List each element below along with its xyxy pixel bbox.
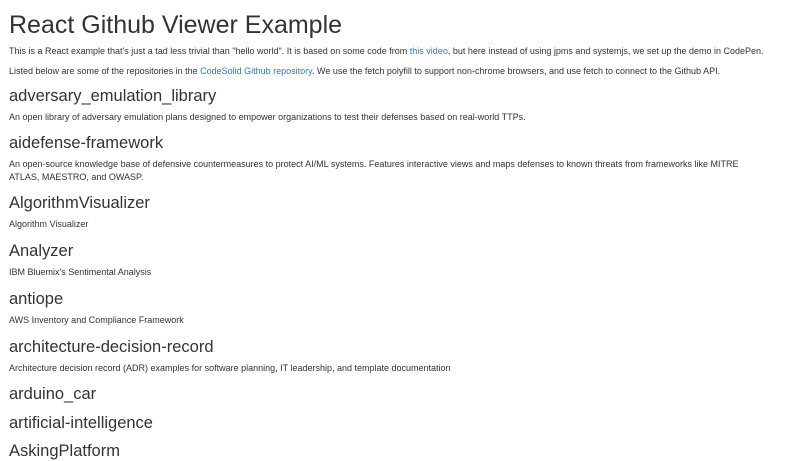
this-video-link[interactable]: this video xyxy=(409,46,448,56)
repo-item xyxy=(9,193,150,231)
repo-item xyxy=(9,337,451,375)
repo-name: AlgorithmVisualizer xyxy=(9,194,150,212)
intro-2-text-before: Listed below are some of the repositories in the xyxy=(9,66,201,76)
repo-name: antiope xyxy=(9,290,64,308)
page-content xyxy=(9,0,791,77)
repo-name: architecture-decision-record xyxy=(9,338,214,356)
page-title: React Github Viewer Example xyxy=(9,11,343,39)
repo-name: artificial-intelligence xyxy=(9,414,153,432)
repo-name: Analyzer xyxy=(9,242,74,260)
repo-item xyxy=(9,289,184,327)
repo-item xyxy=(9,384,96,404)
intro-1-text-before: This is a React example that's just a tad less trivial than "hello world". It is based on some code from xyxy=(9,46,410,56)
repo-name: arduino_car xyxy=(9,385,97,403)
repo-description: Architecture decision record (ADR) examples for software planning, IT leadership, and template documentation xyxy=(9,363,451,373)
repo-item xyxy=(9,441,120,461)
repo-description: Algorithm Visualizer xyxy=(9,219,89,229)
intro-1-text-after: , but here instead of using jpms and systemjs, we set up the demo in CodePen. xyxy=(447,46,764,56)
repo-item xyxy=(9,133,769,183)
codesolid-github-link[interactable]: CodeSolid Github repository xyxy=(200,66,313,76)
repo-item xyxy=(9,241,151,279)
repo-description: An open-source knowledge base of defensive countermeasures to protect AI/ML systems. Features interactive views and maps defenses to known threats from frameworks like MITRE ATLAS, MAESTRO, and OWASP. xyxy=(9,159,739,182)
intro-paragraph-1 xyxy=(9,45,791,57)
repo-name: aidefense-framework xyxy=(9,134,164,152)
intro-paragraph-2 xyxy=(9,65,791,77)
repo-description: IBM Bluemix's Sentimental Analysis xyxy=(9,267,152,277)
intro-2-text-after: . We use the fetch polyfill to support non-chrome browsers, and use fetch to connect to the Github API. xyxy=(312,66,721,76)
repo-description: AWS Inventory and Compliance Framework xyxy=(9,315,184,325)
repo-item xyxy=(9,86,526,124)
repo-item xyxy=(9,413,153,433)
repo-name: adversary_emulation_library xyxy=(9,87,217,105)
repo-name: AskingPlatform xyxy=(9,442,120,460)
repo-description: An open library of adversary emulation plans designed to empower organizations to test their defenses based on real-world TTPs. xyxy=(9,112,526,122)
